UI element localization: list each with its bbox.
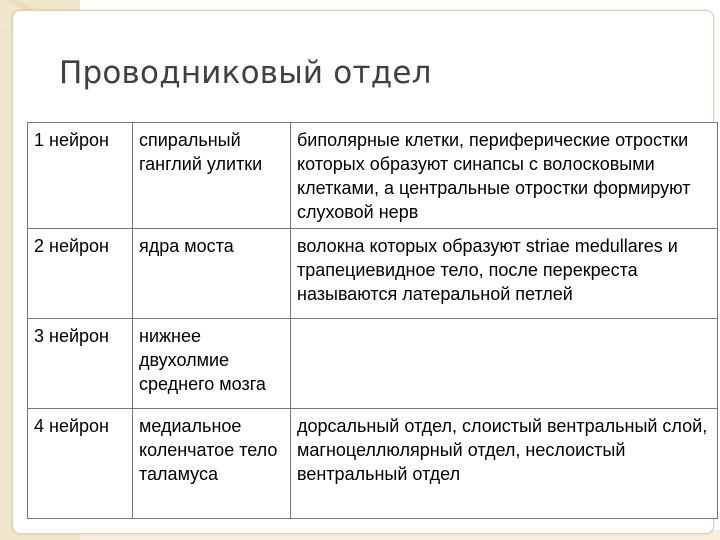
neuron-cell: 3 нейрон [28,319,133,409]
description-cell: дорсальный отдел, слоистый вентральный слой, магноцеллюлярный отдел, неслоистый вентральный отдел [291,409,718,519]
structure-cell: ядра моста [133,229,291,319]
slide-title: Проводниковый отдел [59,55,432,91]
conduction-table [27,122,718,519]
description-cell: биполярные клетки, периферические отростки которых образуют синапсы с волосковыми клетками, а центральные отростки формируют слуховой нерв [291,123,718,229]
table-row [28,319,718,409]
neuron-cell: 1 нейрон [28,123,133,229]
structure-cell: нижнее двухолмие среднего мозга [133,319,291,409]
neuron-cell: 4 нейрон [28,409,133,519]
description-cell [291,319,718,409]
structure-cell: спиральный ганглий улитки [133,123,291,229]
table-row [28,409,718,519]
slide [12,10,714,534]
table-row [28,123,718,229]
neuron-cell: 2 нейрон [28,229,133,319]
structure-cell: медиальное коленчатое тело таламуса [133,409,291,519]
description-cell: волокна которых образуют striae medullares и трапециевидное тело, после перекреста называются латеральной петлей [291,229,718,319]
table-row [28,229,718,319]
